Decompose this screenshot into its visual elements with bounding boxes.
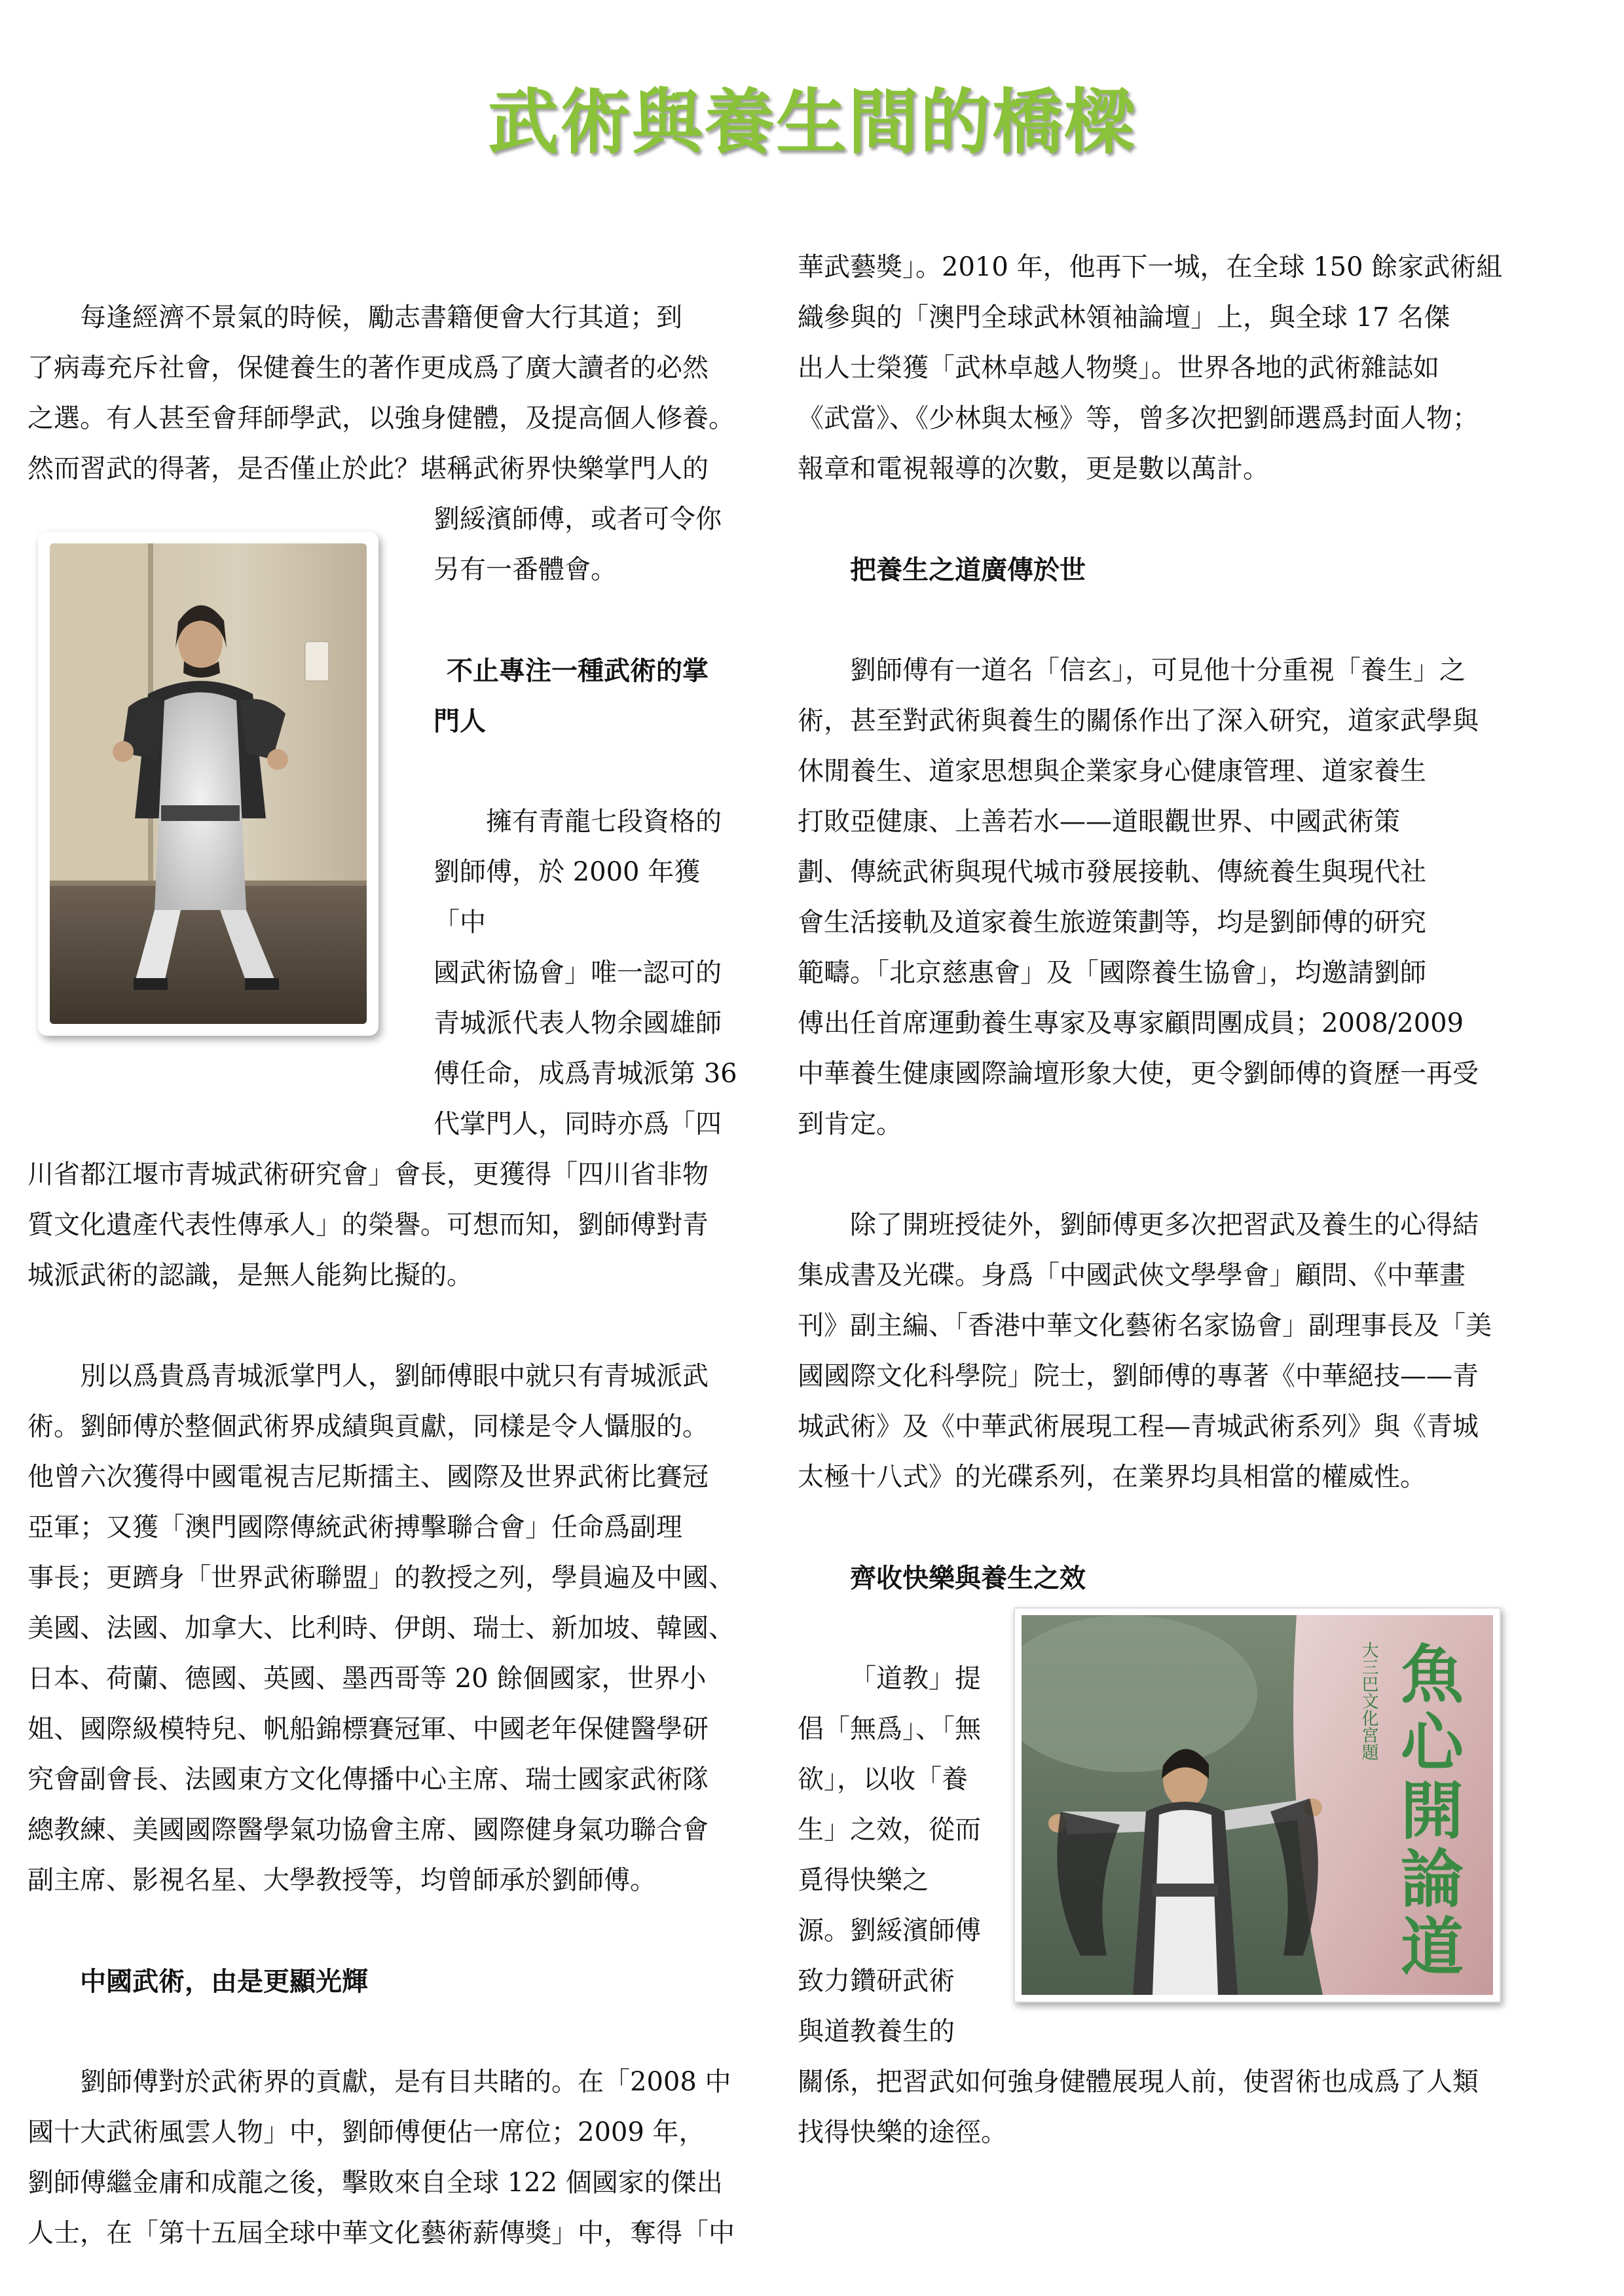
paragraph-line: 青城派代表人物余國雄師 [434,1008,722,1038]
paragraph-line: 覓得快樂之 [798,1865,929,1895]
intro-line: 之選。有人甚至會拜師學武，以強身健體，及提高個人修養。 [28,403,735,433]
paragraph-line: 劉師傅，於 2000 年獲「中 [434,857,701,938]
paragraph-line: 城派武術的認識，是無人能夠比擬的。 [28,1260,473,1290]
paragraph-line: 生」之效，從而 [798,1815,981,1845]
paragraph-line: 劉師傅對於武術界的貢獻，是有目共睹的。在「2008 中 [80,2067,731,2097]
paragraph-line: 「道教」提 [850,1664,981,1694]
paragraph-line: 欲」，以收「養 [798,1764,968,1795]
intro-line: 每逢經濟不景氣的時候，勵志書籍便會大行其道；到 [80,302,682,333]
paragraph-line: 《武當》、《少林與太極》等，曾多次把劉師選爲封面人物； [798,403,1479,433]
intro-line: 然而習武的得著，是否僅止於此？堪稱武術界快樂掌門人的 [28,454,709,484]
paragraph-line: 劃、傳統武術與現代城市發展接軌、傳統養生與現代社 [798,857,1426,887]
paragraph-line: 致力鑽研武術 [798,1966,955,1996]
photo-side-text: 大三巴文化宮題 [1359,1641,1378,1760]
paragraph-line: 代掌門人，同時亦爲「四 [434,1109,722,1139]
paragraph-line: 關係，把習武如何強身健體展現人前，使習術也成爲了人類 [798,2067,1479,2097]
paragraph-line: 事長；更躋身「世界武術聯盟」的教授之列，學員遍及中國、 [28,1563,735,1593]
paragraph-line: 副主席、影視名星、大學教授等，均曾師承於劉師傅。 [28,1865,656,1895]
section-heading: 把養生之道廣傳於世 [850,555,1086,585]
paragraph-line: 除了開班授徒外，劉師傅更多次把習武及養生的心得結 [850,1210,1479,1240]
paragraph-line: 傅任命，成爲青城派第 36 [434,1059,737,1089]
section-heading: 門人 [434,706,486,737]
paragraph-line: 源。劉綏濱師傅 [798,1916,981,1946]
paragraph-line: 華武藝獎」。2010 年，他再下一城，在全球 150 餘家武術組 [798,252,1503,282]
paragraph-line: 範疇。「北京慈惠會」及「國際養生協會」，均邀請劉師 [798,958,1426,988]
paragraph-line: 國十大武術風雲人物」中，劉師傅便佔一席位；2009 年， [28,2117,705,2147]
paragraph-line: 究會副會長、法國東方文化傳播中心主席、瑞士國家武術隊 [28,1764,709,1795]
section-heading: 不止專注一種武術的掌 [447,655,709,686]
paragraph-line: 打敗亞健康、上善若水——道眼觀世界、中國武術策 [798,807,1400,837]
paragraph-line: 城武術》及《中華武術展現工程—青城武術系列》與《青城 [798,1412,1479,1442]
paragraph-line: 出人士榮獲「武林卓越人物獎」。世界各地的武術雜誌如 [798,353,1439,383]
intro-line: 另有一番體會。 [434,555,617,585]
paragraph-line: 國武術協會」唯一認可的 [434,958,722,988]
paragraph-line: 國國際文化科學院」院士，劉師傅的專著《中華絕技——青 [798,1361,1479,1391]
paragraph-line: 日本、荷蘭、德國、英國、墨西哥等 20 餘個國家，世界小 [28,1664,707,1694]
paragraph-line: 倡「無爲」、「無 [798,1714,981,1744]
paragraph-line: 術，甚至對武術與養生的關係作出了深入研究，道家武學與 [798,706,1479,736]
paragraph-line: 總教練、美國國際醫學氣功協會主席、國際健身氣功聯合會 [28,1815,709,1845]
section-heading: 中國武術，由是更顯光輝 [80,1966,368,1997]
paragraph-line: 刊》副主編、「香港中華文化藝術名家協會」副理事長及「美 [798,1311,1492,1341]
paragraph-line: 劉師傅有一道名「信玄」，可見他十分重視「養生」之 [850,655,1466,685]
paragraph-line: 川省都江堰市青城武術研究會」會長，更獲得「四川省非物 [28,1159,709,1190]
paragraph-line: 劉師傅繼金庸和成龍之後，擊敗來自全球 122 個國家的傑出 [28,2168,723,2198]
paragraph-line: 休閒養生、道家思想與企業家身心健康管理、道家養生 [798,756,1426,786]
paragraph-line: 集成書及光碟。身爲「中國武俠文學學會」顧問、《中華畫 [798,1260,1466,1290]
paragraph-line: 姐、國際級模特兒、帆船錦標賽冠軍、中國老年保健醫學研 [28,1714,709,1744]
paragraph-line: 術。劉師傅於整個武術界成績與貢獻，同樣是令人懾服的。 [28,1412,709,1442]
paragraph-line: 傅出任首席運動養生專家及專家顧問團成員；2008/2009 [798,1008,1464,1038]
paragraph-line: 到肯定。 [798,1109,902,1139]
paragraph-line: 中華養生健康國際論壇形象大使，更令劉師傅的資歷一再受 [798,1059,1479,1089]
paragraph-line: 織參與的「澳門全球武林領袖論壇」上，與全球 17 名傑 [798,302,1450,333]
paragraph-line: 他曾六次獲得中國電視吉尼斯擂主、國際及世界武術比賽冠 [28,1462,709,1492]
intro-line: 了病毒充斥社會，保健養生的著作更成爲了廣大讀者的必然 [28,353,709,383]
paragraph-line: 別以爲貴爲青城派掌門人，劉師傅眼中就只有青城派武 [80,1361,709,1391]
paragraph-line: 人士，在「第十五屆全球中華文化藝術薪傳獎」中，奪得「中 [28,2218,735,2248]
paragraph-line: 擁有青龍七段資格的 [486,807,722,837]
section-heading: 齊收快樂與養生之效 [850,1563,1086,1594]
paragraph-line: 質文化遺產代表性傳承人」的榮譽。可想而知，劉師傅對青 [28,1210,709,1240]
outdoor-photo [1022,1615,1493,1995]
paragraph-line: 美國、法國、加拿大、比利時、伊朗、瑞士、新加坡、韓國、 [28,1613,735,1643]
paragraph-line: 太極十八式》的光碟系列，在業界均具相當的權威性。 [798,1462,1426,1492]
paragraph-line: 報章和電視報導的次數，更是數以萬計。 [798,454,1269,484]
intro-line: 劉綏濱師傅，或者可令你 [434,504,722,534]
photo-calligraphy-text: 魚心開論道 [1390,1641,1465,1982]
portrait-photo [50,543,367,1024]
page-title: 武術與養生間的橋樑 [487,82,1136,164]
outdoor-photo-frame [1014,1607,1501,2003]
paragraph-line: 會生活接軌及道家養生旅遊策劃等，均是劉師傅的研究 [798,907,1426,938]
paragraph-line: 找得快樂的途徑。 [798,2117,1007,2147]
paragraph-line: 亞軍；又獲「澳門國際傳統武術搏擊聯合會」任命爲副理 [28,1512,682,1542]
portrait-photo-frame [38,532,378,1036]
paragraph-line: 與道教養生的 [798,2016,955,2047]
